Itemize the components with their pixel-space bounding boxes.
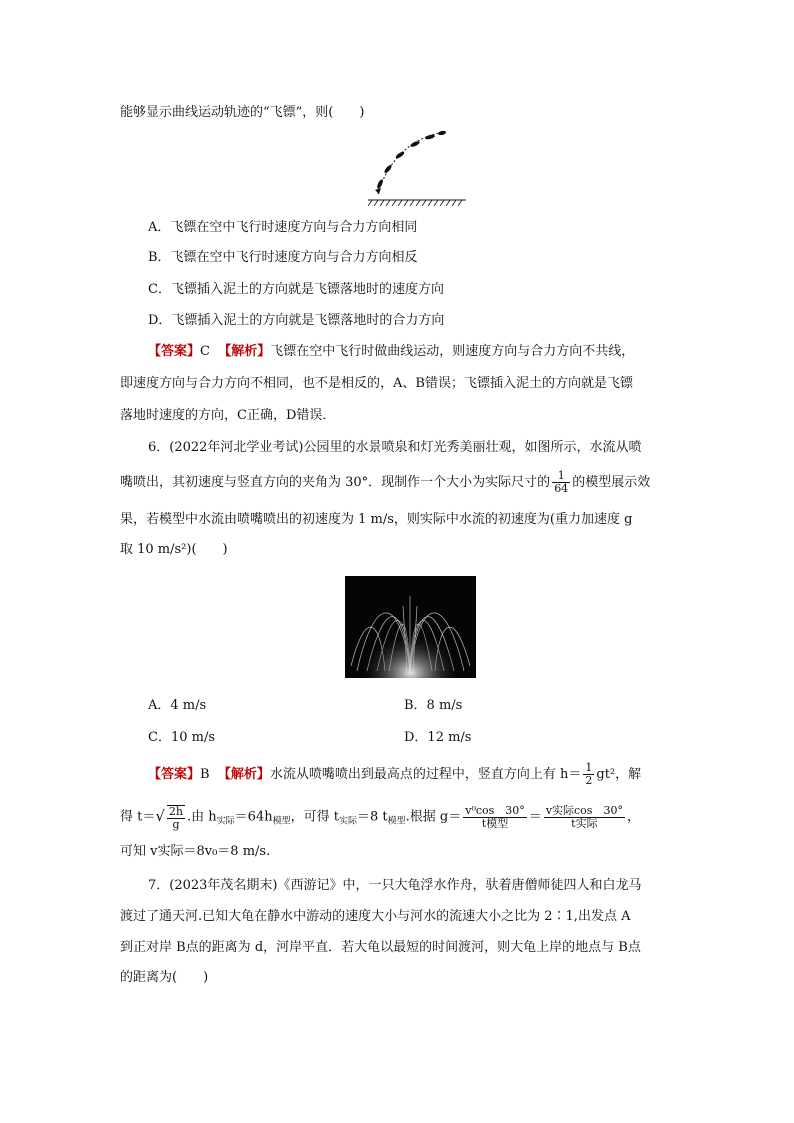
q6-option-a: A．4 m/s: [148, 698, 207, 713]
q7-stem-line2: 渡过了通天河.已知大龟在静水中游动的速度大小与河水的流速大小之比为 2∶1,出发点 A: [120, 909, 631, 924]
analysis-label: 【解析】: [217, 767, 270, 782]
fraction-denominator: t实际: [571, 816, 598, 830]
sqrt-denominator: g: [172, 817, 180, 831]
q6-stem-line1: 6．(2022年河北学业考试)公园里的水景喷泉和灯光秀美丽壮观，如图所示，水流从喷: [148, 440, 642, 455]
fraction-numerator: v⁰cos 30°: [465, 803, 525, 817]
analysis-label: 【解析】: [218, 344, 271, 359]
q6-analysis-line2: [120, 802, 640, 836]
fraction-denominator: t模型: [481, 816, 509, 830]
answer-value: C: [200, 344, 210, 359]
q7-stem-line1: 7．(2023年茂名期末)《西游记》中，一只大龟浮水作舟，驮着唐僧师徒四人和白龙马: [148, 878, 642, 893]
q7-stem-line4: 的距离为( ): [120, 970, 209, 985]
analysis-text: 飞镖在空中飞行时做曲线运动，则速度方向与合力方向不共线，: [270, 344, 635, 359]
answer-label: 【答案】: [148, 767, 201, 782]
q5-analysis-line2: 即速度方向与合力方向不相同，也不是相反的，A、B错误；飞镖插入泥土的方向就是飞镖: [120, 376, 633, 391]
q6-stem-line4: 取 10 m/s²)( ): [120, 542, 228, 557]
q5-option-b: B．飞镖在空中飞行时速度方向与合力方向相反: [148, 250, 418, 265]
sqrt-expression: √ $\frac{2h}{g}$: [155, 804, 184, 831]
q5-stem: 能够显示曲线运动轨迹的“飞镖”，则( ): [120, 105, 365, 120]
q6-analysis-line3: 可知 v实际＝8v₀＝8 m/s.: [120, 844, 271, 859]
answer-label: 【答案】: [148, 344, 201, 359]
subscript-shiji: 实际: [338, 816, 357, 827]
q7-stem-line3: 到正对岸 B点的距离为 d，河岸平直．若大龟以最短的时间渡河，则大龟上岸的地点与 B点: [120, 940, 641, 955]
q6-option-b: B．8 m/s: [404, 698, 463, 713]
q5-option-d: D．飞镖插入泥土的方向就是飞镖落地时的合力方向: [148, 313, 445, 328]
subscript-moxing: 模型: [272, 816, 291, 827]
text-d: ，可得 t: [290, 809, 339, 825]
dart-trajectory-figure: [358, 124, 470, 212]
formula-fraction-2: [544, 805, 625, 830]
q6-option-c: C．10 m/s: [148, 730, 215, 745]
formula-fraction-1: [463, 805, 527, 830]
q5-analysis-line3: 落地时速度的方向，C正确，D错误．: [120, 408, 336, 423]
subscript-shiji: 实际: [216, 816, 235, 827]
fraction-denominator: 64: [554, 482, 569, 495]
text-a: 得 t＝: [120, 809, 156, 825]
comma: ，: [626, 809, 640, 825]
fraction-numerator: 1: [585, 761, 593, 774]
q5-analysis-line1: [148, 342, 634, 362]
q6-stem-line3: 果，若模型中水流由喷嘴喷出的初速度为 1 m/s，则实际中水流的初速度为(重力加速度 g: [120, 512, 633, 527]
fraction-numerator: 1: [552, 470, 570, 483]
half-fraction: [583, 762, 594, 787]
equals-sign: ＝: [528, 809, 542, 825]
q5-option-a: A．飞镖在空中飞行时速度方向与合力方向相同: [148, 220, 418, 235]
analysis-text-b: gt²，解: [596, 767, 642, 782]
q6-stem-line2: [120, 470, 650, 496]
sqrt-numerator: 2h: [168, 804, 184, 818]
scale-fraction: [552, 470, 570, 495]
subscript-moxing: 模型: [387, 816, 406, 827]
q5-option-c: C．飞镖插入泥土的方向就是飞镖落地时的速度方向: [148, 282, 444, 297]
q6-stem-line2-b: 的模型展示效: [572, 475, 651, 490]
text-e: ＝8 t: [356, 809, 388, 825]
fraction-numerator: v实际cos 30°: [545, 803, 623, 817]
fraction-denominator: 2: [585, 774, 593, 787]
text-b: .由 h: [187, 809, 217, 825]
q6-stem-line2-a: 嘴喷出，其初速度与竖直方向的夹角为 30°．现制作一个大小为实际尺寸的: [120, 475, 551, 490]
fountain-photo: [345, 576, 476, 678]
q6-analysis-line1: [148, 762, 641, 788]
answer-value: B: [200, 767, 210, 782]
text-f: .根据 g＝: [405, 809, 462, 825]
analysis-text-a: 水流从喷嘴喷出到最高点的过程中，竖直方向上有 h＝: [269, 767, 582, 782]
text-c: ＝64h: [234, 809, 273, 825]
q6-option-d: D．12 m/s: [404, 730, 472, 745]
